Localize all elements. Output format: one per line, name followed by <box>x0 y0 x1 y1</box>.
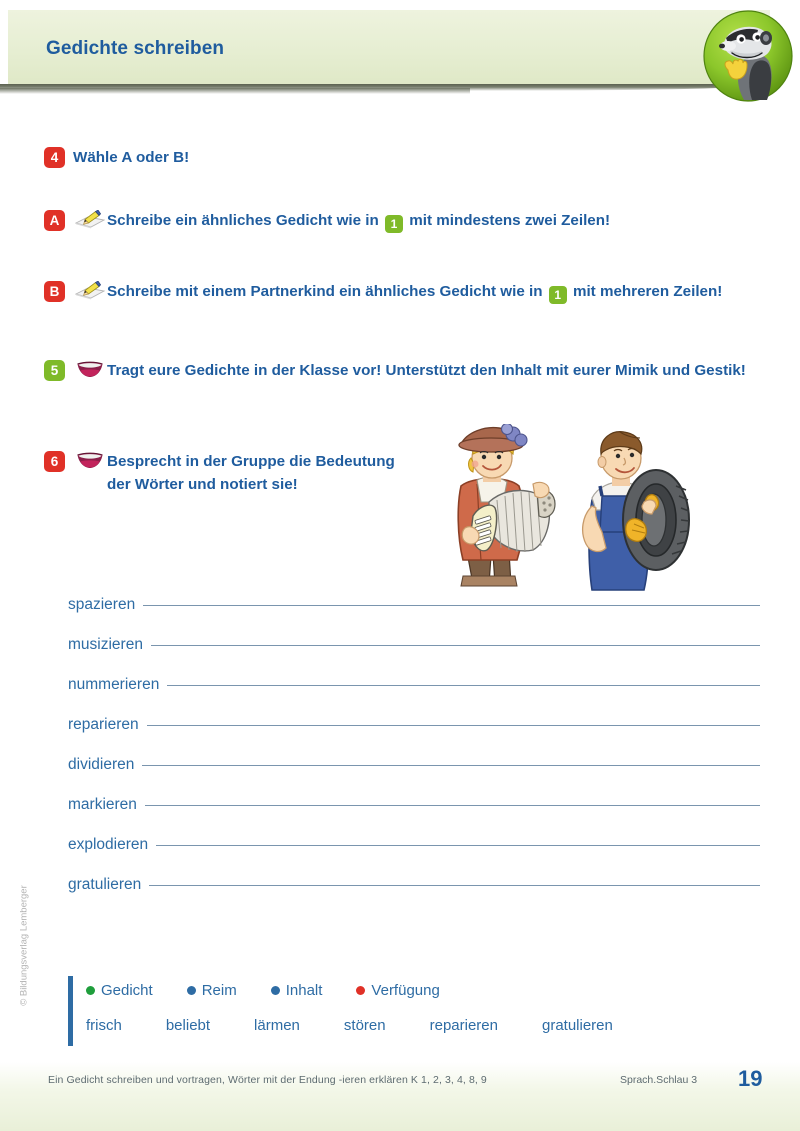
task-b <box>44 280 734 303</box>
word-label: musizieren <box>68 636 143 653</box>
task-a-text <box>107 209 610 232</box>
task-6-number-badge: 6 <box>44 451 65 472</box>
task-b-text-after: mit mehreren Zeilen! <box>568 283 723 300</box>
man-holding-tire-illustration <box>568 424 691 592</box>
word-label: markieren <box>68 796 137 813</box>
answer-rule[interactable] <box>149 885 760 886</box>
word-label: spazieren <box>68 596 136 613</box>
word-line-row <box>68 796 760 836</box>
task-5-number-badge: 5 <box>44 360 65 381</box>
bullet-dot-icon <box>187 986 196 995</box>
task-6-icon-slot <box>73 450 107 469</box>
word-bank-word-row <box>86 1017 613 1034</box>
word-bank-word: lärmen <box>254 1017 300 1034</box>
pencil-paper-icon <box>75 281 105 300</box>
word-bank-word: gratulieren <box>541 1017 613 1034</box>
task-b-text <box>107 280 722 303</box>
task-5 <box>44 359 760 382</box>
word-line-row <box>68 676 760 716</box>
bullet-dot-icon <box>271 986 280 995</box>
answer-rule[interactable] <box>142 765 760 766</box>
task-6-text: Besprecht in der Gruppe die Bedeutung der Wörter und notiert sie! <box>107 453 395 493</box>
footer-band <box>0 1062 800 1131</box>
word-line-row <box>68 596 760 636</box>
word-line-row <box>68 756 760 796</box>
task-4 <box>44 146 744 169</box>
bullet-dot-icon <box>356 986 365 995</box>
word-bank-tag-label: Gedicht <box>101 982 153 999</box>
accordion-player-drawing <box>437 424 560 592</box>
answer-rule[interactable] <box>143 605 760 606</box>
word-bank-tag <box>187 982 237 999</box>
word-bank-tag <box>86 982 153 999</box>
answer-rule[interactable] <box>145 805 760 806</box>
task-4-number-badge: 4 <box>44 147 65 168</box>
word-bank-word: reparieren <box>429 1017 498 1034</box>
task-b-reference-badge: 1 <box>549 286 567 304</box>
footer-series-title: Sprach.Schlau 3 <box>620 1074 698 1086</box>
word-bank <box>68 976 748 1046</box>
word-line-row <box>68 716 760 756</box>
task-b-badge-slot <box>44 280 73 302</box>
word-label: nummerieren <box>68 676 160 693</box>
task-a-icon-slot <box>73 209 107 229</box>
woman-playing-accordion-illustration <box>437 424 560 592</box>
badger-mascot-icon <box>700 8 796 104</box>
word-label: explodieren <box>68 836 149 853</box>
answer-rule[interactable] <box>156 845 760 846</box>
page-title: Gedichte schreiben <box>46 38 225 59</box>
word-bank-tag-label: Reim <box>201 982 237 999</box>
word-bank-tag-label: Inhalt <box>285 982 323 999</box>
bullet-dot-icon <box>86 986 95 995</box>
pencil-paper-icon <box>75 210 105 229</box>
task-a-reference-badge: 1 <box>385 215 403 233</box>
task-a-badge-slot <box>44 209 73 231</box>
task-b-letter-badge: B <box>44 281 65 302</box>
task-4-badge-slot <box>44 146 73 168</box>
illustration-group <box>437 424 692 592</box>
task-5-icon-slot <box>73 359 107 378</box>
footer-description: Ein Gedicht schreiben und vortragen, Wörter mit der Endung -ieren erklären K 1, 2, 3, 4, 8, 9 <box>48 1074 487 1086</box>
mouth-speaking-icon <box>76 360 104 378</box>
word-label: gratulieren <box>68 876 142 893</box>
word-bank-tag-row <box>86 982 440 999</box>
word-bank-tag-label: Verfügung <box>371 982 440 999</box>
task-5-badge-slot <box>44 359 73 381</box>
task-b-text-before: Schreibe mit einem Partnerkind ein ähnliches Gedicht wie in <box>107 283 547 300</box>
word-bank-tag <box>356 982 439 999</box>
task-a <box>44 209 760 232</box>
word-bank-word: frisch <box>86 1017 122 1034</box>
answer-rule[interactable] <box>151 645 760 646</box>
task-a-text-before: Schreibe ein ähnliches Gedicht wie in <box>107 212 383 229</box>
word-label: dividieren <box>68 756 135 773</box>
task-6 <box>44 450 404 496</box>
word-answer-lines <box>68 596 760 916</box>
copyright-notice: © Bildungsverlag Lemberger <box>18 885 30 1006</box>
answer-rule[interactable] <box>167 685 760 686</box>
task-a-letter-badge: A <box>44 210 65 231</box>
task-5-text: Tragt eure Gedichte in der Klasse vor! Unterstützt den Inhalt mit eurer Mimik und Gestik! <box>107 362 746 379</box>
word-bank-accent-bar <box>68 976 73 1046</box>
task-b-icon-slot <box>73 280 107 300</box>
word-line-row <box>68 876 760 916</box>
word-bank-tag <box>271 982 323 999</box>
mouth-speaking-icon <box>76 451 104 469</box>
tire-repair-drawing <box>568 424 691 592</box>
task-6-badge-slot <box>44 450 73 472</box>
answer-rule[interactable] <box>147 725 760 726</box>
header-shadow-divider-secondary <box>0 88 470 94</box>
word-line-row <box>68 636 760 676</box>
word-line-row <box>68 836 760 876</box>
word-bank-word: stören <box>343 1017 386 1034</box>
word-bank-word: beliebt <box>165 1017 211 1034</box>
task-a-text-after: mit mindestens zwei Zeilen! <box>405 212 611 229</box>
page-number: 19 <box>738 1066 763 1091</box>
word-label: reparieren <box>68 716 139 733</box>
task-4-text-main: Wähle A oder B! <box>73 149 190 166</box>
task-4-text <box>73 146 189 169</box>
